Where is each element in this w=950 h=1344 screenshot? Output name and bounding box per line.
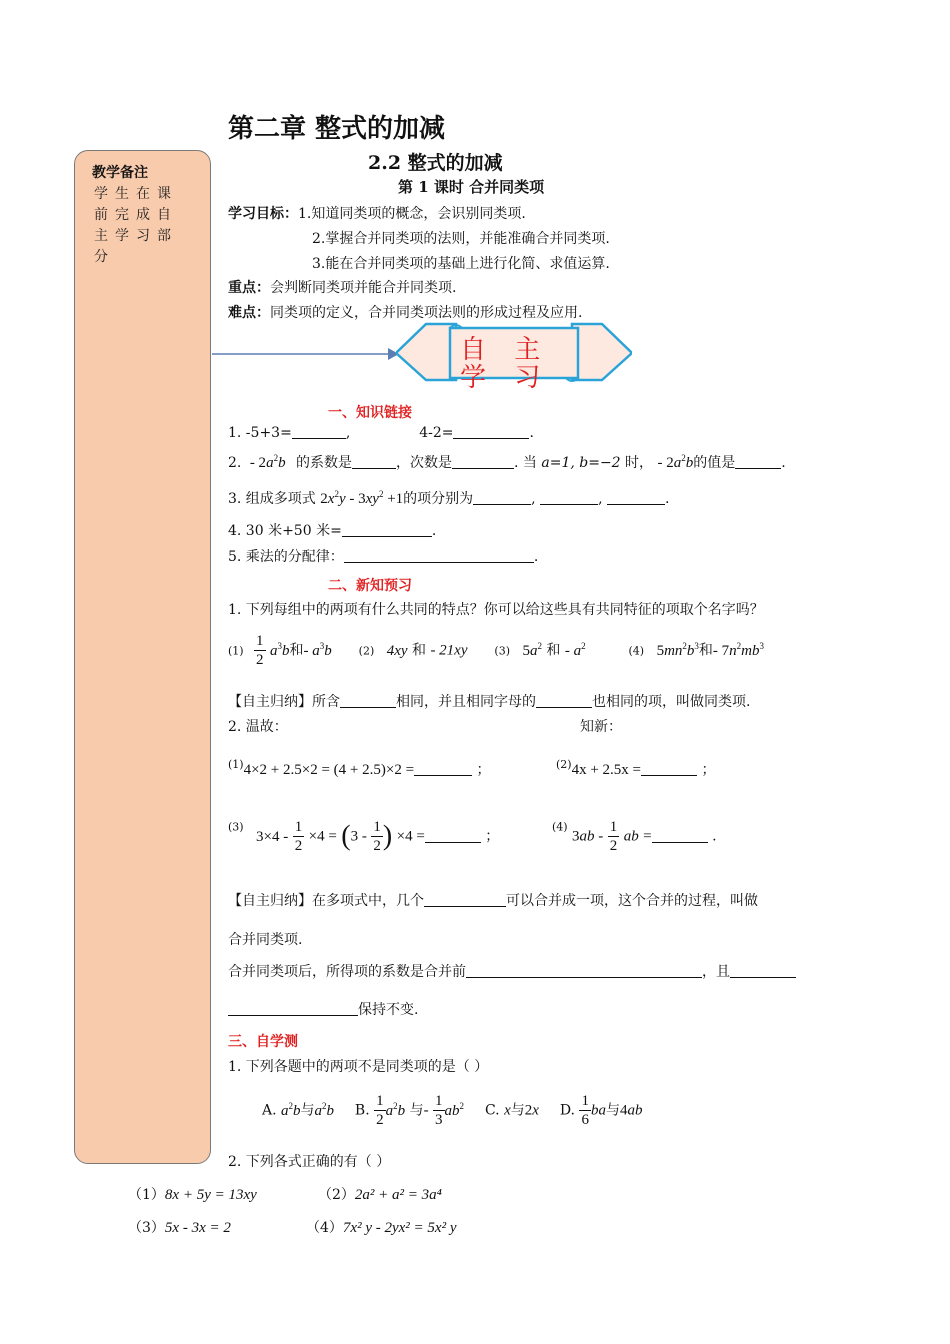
sec1-q5: 5. 乘法的分配律： . — [228, 549, 539, 565]
sec3-item-1: （1）8x + 5y = 13xy — [128, 1187, 257, 1203]
sec3-item-4: （4）7x² y - 2yx² = 5x² y — [306, 1220, 457, 1236]
sec3-q1-options: A. $a^2b$与$a^2b$ B. $\frac{1}{2}$ $a^2b$ 与- $\frac{1}{3}$ $ab^2$ C. x与2x D. $\frac{1}{6}$ ba与4ab — [262, 1093, 643, 1128]
rule-line-1: 合并同类项后，所得项的系数是合并前 ，且 — [228, 961, 796, 981]
sec3-title: 三、自学测 — [228, 1034, 298, 1050]
chapter-title: 第二章 整式的加减 — [228, 114, 446, 144]
objectives-label: 学习目标： — [228, 206, 298, 222]
sec2-q2-review: 2. 温故： — [228, 719, 288, 735]
sec3-q1: 1. 下列各题中的两项不是同类项的是（ ） — [228, 1059, 489, 1075]
sec2-q1: 1. 下列每组中的两项有什么共同的特点？你可以给这些具有共同特征的项取个名字吗？ — [228, 602, 764, 618]
arrow-icon — [210, 344, 400, 364]
sec2-title: 二、新知预习 — [328, 578, 412, 594]
sec1-q2: 2. - $2a^2b$ 的系数是 ，次数是 . 当 a=1, b=−2 时， - $2a^2b$的值是 . — [228, 453, 786, 471]
teaching-notes-panel — [74, 150, 211, 1164]
sec3-item-2: （2）2a² + a² = 3a⁴ — [318, 1187, 442, 1203]
sec3-item-3: （3）5x - 3x = 2 — [128, 1220, 231, 1236]
objective-1: 学习目标：1.知道同类项的概念，会识别同类项. — [228, 206, 526, 222]
teaching-notes-text: 学生在课前完成自主学习部分 — [94, 186, 178, 265]
section-title: 2.2 整式的加减 — [368, 152, 503, 174]
objective-2: 2.掌握合并同类项的法则，并能准确合并同类项. — [312, 231, 610, 247]
sec1-q3: 3. 组成多项式 $2x^2y - 3xy^2 +1$的项分别为 , , . — [228, 489, 670, 507]
difficulty: 难点：同类项的定义，合并同类项法则的形成过程及应用. — [228, 305, 583, 321]
lesson-title: 第 1 课时 合并同类项 — [398, 178, 545, 196]
sec1-q4: 4. 30 米+50 米= . — [228, 523, 437, 539]
summary-2-end: 合并同类项. — [228, 932, 303, 948]
equation-4: $^{(4)}$ 3ab - $\frac{1}{2}$ ab = . — [552, 819, 717, 854]
equation-1: $^{(1)}$4×2 + 2.5×2 = (4 + 2.5)×2 = ； — [228, 758, 491, 778]
term-groups: (1) $\frac{1}{2}$ $a^3b$和- $a^3b$ (2) 4xy 和 - 21xy (3) $5a^2$ 和 - $a^2$ (4) $5mn^2b^3$和- $7n^2mb^3$ — [228, 633, 764, 668]
sec3-q2: 2. 下列各式正确的有（ ） — [228, 1154, 391, 1170]
sec2-q2-new: 知新： — [580, 719, 622, 735]
sec1-q1: 1. -5+3= , 4-2= . — [228, 425, 534, 441]
rule-line-2: 保持不变. — [228, 999, 418, 1019]
banner-text: 自 主 学 习 — [460, 335, 551, 393]
sec1-title: 一、知识链接 — [328, 405, 412, 421]
equation-2: $^{(2)}$4x + 2.5x = ； — [556, 758, 716, 778]
objective-3: 3.能在合并同类项的基础上进行化简、求值运算. — [312, 256, 610, 272]
equation-3: $^{(3)}$ 3×4 - $\frac{1}{2}$ ×4 = (3 - $\frac{1}{2}$ ) ×4 = ； — [228, 819, 500, 854]
summary-2: 【自主归纳】在多项式中，几个 可以合并成一项，这个合并的过程，叫做 — [228, 893, 758, 909]
teaching-notes-title: 教学备注 — [92, 165, 148, 181]
key-point: 重点：会判断同类项并能合并同类项. — [228, 280, 457, 296]
summary-1: 【自主归纳】所含 相同，并且相同字母的 也相同的项，叫做同类项. — [228, 694, 751, 710]
